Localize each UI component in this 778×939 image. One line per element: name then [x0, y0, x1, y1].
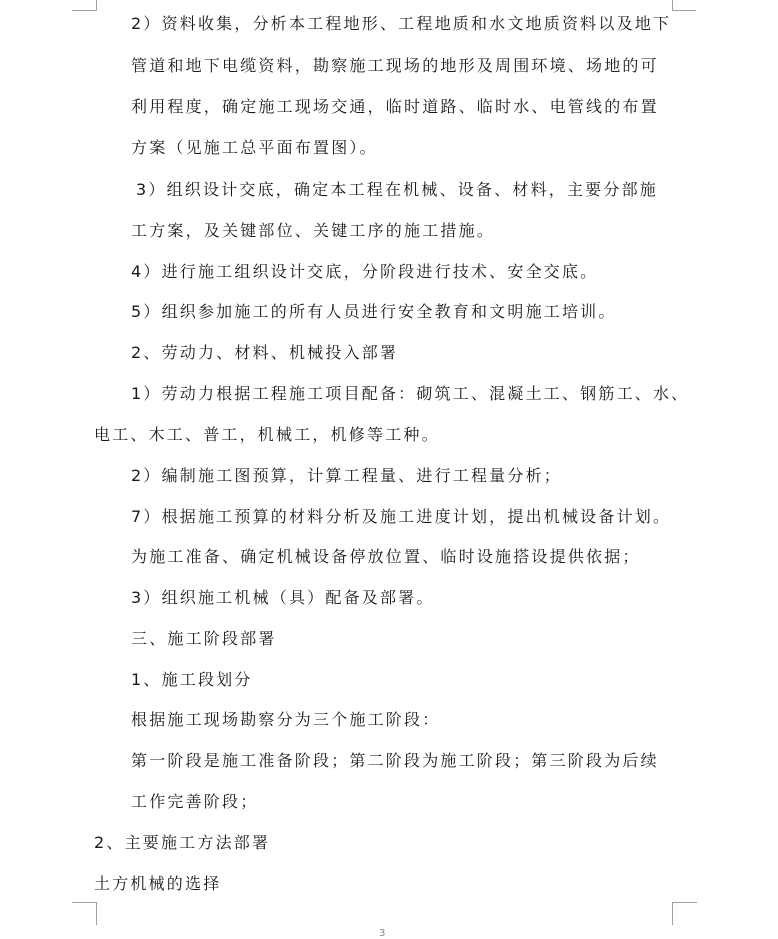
- text-line-19: 第一阶段是施工准备阶段；第二阶段为施工阶段；第三阶段为后续: [131, 751, 659, 770]
- text-line-20: 工作完善阶段；: [131, 792, 259, 811]
- text-line-22: 土方机械的选择: [94, 874, 222, 893]
- corner-mark-top-right-extend: [682, 10, 696, 11]
- text-line-4: 方案（见施工总平面布置图）。: [131, 138, 378, 157]
- text-line-3: 利用程度，确定施工现场交通，临时道路、临时水、电管线的布置: [131, 97, 659, 116]
- text-line-10: 1）劳动力根据工程施工项目配备：砌筑工、混凝土工、钢筋工、水、: [131, 384, 690, 403]
- text-line-18: 根据施工现场勘察分为三个施工阶段：: [131, 710, 441, 729]
- text-line-2: 管道和地下电缆资料，勘察施工现场的地形及周围环境、场地的可: [131, 56, 659, 75]
- corner-mark-top-left: [86, 0, 97, 11]
- text-line-5: 3）组织设计交底，确定本工程在机械、设备、材料，主要分部施: [136, 180, 658, 199]
- corner-mark-top-left-extend: [72, 10, 86, 11]
- text-line-7: 4）进行施工组织设计交底，分阶段进行技术、安全交底。: [131, 262, 599, 281]
- section-heading-methods: 2、主要施工方法部署: [94, 833, 271, 852]
- text-line-8: 5）组织参加施工的所有人员进行安全教育和文明施工培训。: [131, 302, 617, 321]
- text-line-6: 工方案，及关键部位、关键工序的施工措施。: [131, 221, 496, 240]
- text-line-12: 2）编制施工图预算，计算工程量、进行工程量分析；: [131, 466, 562, 485]
- section-heading-labor: 2、劳动力、材料、机械投入部署: [131, 343, 399, 362]
- text-line-14: 为施工准备、确定机械设备停放位置、临时设施搭设提供依据；: [131, 547, 641, 566]
- text-line-13: 7）根据施工预算的材料分析及施工进度计划，提出机械设备计划。: [131, 507, 672, 526]
- subheading-segments: 1、施工段划分: [131, 670, 253, 689]
- text-line-15: 3）组织施工机械（具）配备及部署。: [131, 588, 435, 607]
- page-number: 3: [379, 928, 386, 939]
- corner-mark-bottom-right: [672, 902, 697, 925]
- corner-mark-bottom-left: [72, 902, 97, 925]
- section-heading-phase: 三、施工阶段部署: [131, 629, 277, 648]
- text-line-1: 2）资料收集，分析本工程地形、工程地质和水文地质资料以及地下: [131, 14, 672, 33]
- text-line-11: 电工、木工、普工，机械工，机修等工种。: [94, 425, 440, 444]
